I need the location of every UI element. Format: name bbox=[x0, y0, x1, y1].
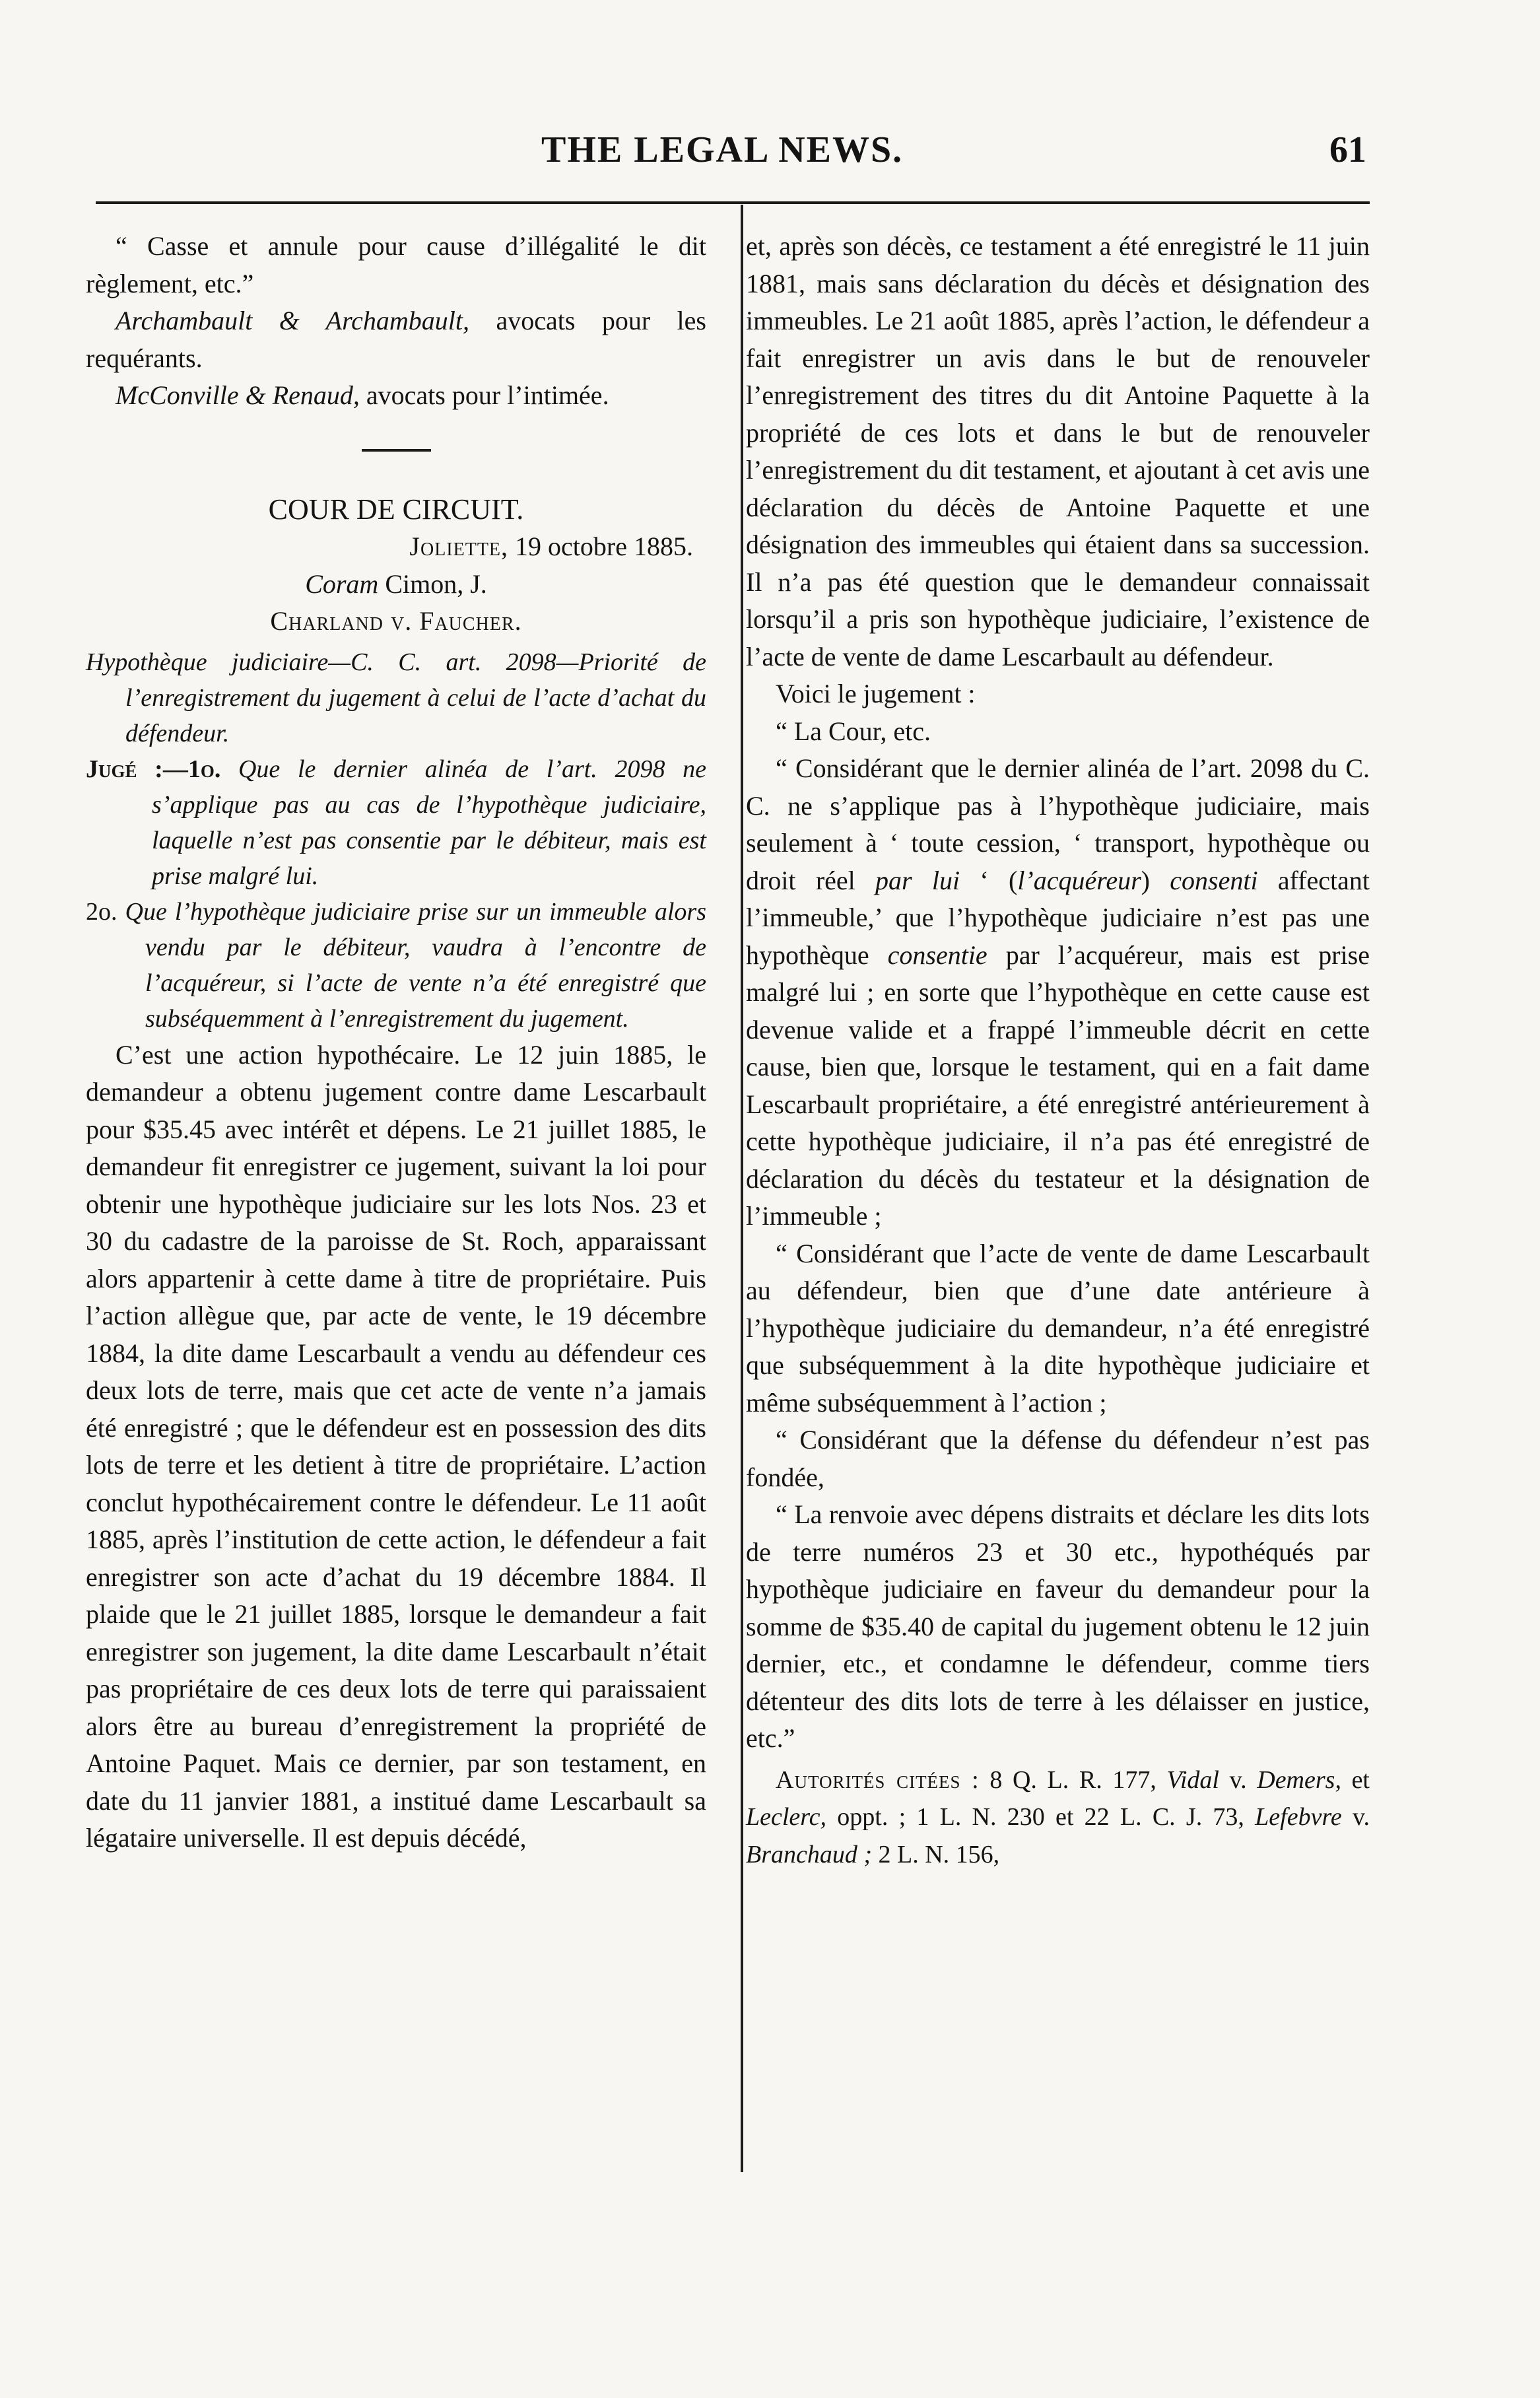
judge-name: Cimon, J. bbox=[378, 568, 487, 599]
judgment-intro: Voici le jugement : bbox=[776, 679, 976, 708]
case-facts: C’est une action hypothécaire. Le 12 juin 1885, le demandeur a obtenu jugement contre dame Lescarbault pour $35.45 avec intérêt et dépens. Le 21 juillet 1885, le demandeur fit enregistrer ce jugement, suivant la loi pour obtenir une hypothèque judiciaire sur les lots Nos. 23 et 30 du cadastre de la paroisse de St. Roch, apparaissant alors appartenir à cette dame à titre de propriétaire. Puis l’action allègue que, par acte de vente, le 19 décembre 1884, la dite dame Lescarbault a vendu au défendeur ces deux lots de terre, mais que cet acte de vente n’a jamais été enregistré ; que le défendeur est en possession des dits lots de terre et les detient à titre de propriétaire. L’action conclut hypothécairement contre le défendeur. Le 11 août 1885, après l’institution de cette action, le défendeur a fait enregistrer son acte d’achat du 19 décembre 1884. Il plaide que le 21 juillet 1885, lorsque le demandeur a fait enregistrer son jugement, la dite dame Lescarbault n’était pas propriétaire de ces deux lots de terre qui paraissaient alors être au bureau d’enregistrement la propriété de Antoine Paquet. Mais ce dernier, par son testament, en date du 11 janvier 1881, a institué dame Lescarbault sa légataire universelle. Il est depuis décédé, bbox=[86, 1039, 706, 1853]
text: 8 Q. L. R. 177, bbox=[979, 1765, 1167, 1794]
running-head bbox=[0, 129, 1386, 175]
place-date bbox=[86, 528, 706, 566]
holding-2 bbox=[86, 894, 706, 1037]
text: 2 L. N. 156, bbox=[872, 1840, 1000, 1868]
headnote: Hypothèque judiciaire—C. C. art. 2098—Priorité de l’enregistrement du jugement à celui de l’acte d’achat du défendeur. bbox=[86, 648, 706, 747]
text: par lui bbox=[875, 865, 960, 895]
holding-label: 2o. bbox=[86, 897, 117, 926]
place: Joliette, bbox=[409, 531, 509, 561]
authorities-label: Autorités citées : bbox=[776, 1765, 980, 1794]
counsel-name: Archambault & Archambault, bbox=[116, 306, 470, 335]
header-rule bbox=[96, 201, 1370, 204]
section-divider bbox=[362, 449, 431, 452]
text: l’acquéreur bbox=[1017, 865, 1141, 895]
counsel-role: avocats pour les requérants. bbox=[86, 306, 706, 373]
text: v. bbox=[1219, 1765, 1257, 1794]
counsel-role: avocats pour l’intimée. bbox=[359, 380, 609, 410]
holding-text: Que le dernier alinéa de l’art. 2098 ne s’applique pas au cas de l’hypothèque judiciaire, laquelle n’est pas consentie par le débiteur, mais est prise malgré lui. bbox=[152, 755, 706, 890]
text: ) bbox=[1141, 865, 1170, 895]
text: v. bbox=[1341, 1803, 1370, 1831]
text: Branchaud ; bbox=[746, 1840, 873, 1868]
text: Demers, bbox=[1257, 1765, 1341, 1794]
right-column bbox=[746, 228, 1370, 1873]
quoted-decision-end: “ Casse et annule pour cause d’illégalité le dit règlement, etc.” bbox=[86, 231, 706, 298]
journal-title: THE LEGAL NEWS. bbox=[541, 129, 904, 170]
text: ‘ ( bbox=[960, 865, 1018, 895]
text: consenti bbox=[1170, 865, 1258, 895]
court-heading: COUR DE CIRCUIT. bbox=[268, 493, 524, 526]
holding-text: Que l’hypothèque judiciaire prise sur un immeuble alors vendu par le débiteur, vaudra à l’encontre de l’acquéreur, si l’acte de vente n’a été enregistré que subséquemment à l’enregistrement du jugement. bbox=[117, 897, 706, 1033]
counsel-requerants bbox=[86, 302, 706, 377]
considerant-3: “ Considérant que la défense du défendeur n’est pas fondée, bbox=[746, 1425, 1370, 1492]
coram bbox=[86, 566, 706, 603]
text: affectant l’immeuble,’ que l’hypothèque judiciaire n’est pas une hypothèque bbox=[746, 865, 1370, 970]
counsel-name: McConville & Renaud, bbox=[116, 380, 360, 410]
authorities-cited bbox=[746, 1762, 1370, 1874]
text: oppt. ; 1 L. N. 230 et 22 L. C. J. 73, bbox=[826, 1803, 1255, 1831]
judgment-opening: “ La Cour, etc. bbox=[776, 716, 931, 746]
case-parties: Charland v. Faucher. bbox=[270, 606, 522, 636]
considerant-2: “ Considérant que l’acte de vente de dame Lescarbault au défendeur, bien que d’une date antérieure à l’hypothèque judiciaire du demandeur, n’a été enregistré que subséquemment à la dite hypothèque judiciaire et même subséquemment à l’action ; bbox=[746, 1238, 1370, 1418]
dispositif: “ La renvoie avec dépens distraits et déclare les dits lots de terre numéros 23 et 30 etc., hypothéqués par hypothèque judiciaire en faveur du demandeur pour la somme de $35.40 de capital du jugement obtenu le 12 juin dernier, etc., et condamne le défendeur, comme tiers détenteur des dits lots de terre à les délaisser en justice, etc.” bbox=[746, 1499, 1370, 1753]
text: “ Considérant que le dernier alinéa de l’art. 2098 du C. C. ne s’applique pas à l’hypothèque judiciaire, mais seulement à ‘ toute cession, ‘ transport, hypothèque ou droit réel bbox=[746, 753, 1370, 895]
text: par l’acquéreur, mais est prise malgré lui ; en sorte que l’hypothèque en cette cause est devenue valide et a frappé l’immeuble décrit en cette cause, bien que, lorsque le testament, qui en a fait dame Lescarbault propriétaire, a été enregistré antérieurement à cette hypothèque judiciaire, il n’a pas été enregistré de déclaration du décès du testateur et la désignation de l’immeuble ; bbox=[746, 940, 1370, 1231]
page-number: 61 bbox=[1329, 129, 1366, 170]
text: et bbox=[1341, 1765, 1370, 1794]
case-facts-continued: et, après son décès, ce testament a été enregistré le 11 juin 1881, mais sans déclaration du décès et désignation des immeubles. Le 21 août 1885, après l’action, le défendeur a fait enregistrer un avis dans le but de renouveler l’enregistrement des titres du dit Antoine Paquette à la propriété de ces lots et dans le but de renouveler l’enregistrement du dit testament, et ajoutant à cet avis une déclaration du décès de Antoine Paquette et une désignation des immeubles qui étaient dans sa succession. Il n’a pas été question que le demandeur connaissait lorsqu’il a pris son hypothèque judiciaire, l’existence de l’acte de vente de dame Lescarbault au défendeur. bbox=[746, 231, 1370, 671]
text: Lefebvre bbox=[1255, 1803, 1342, 1831]
column-divider bbox=[741, 205, 743, 2172]
text: consentie bbox=[887, 940, 988, 970]
counsel-intimee bbox=[86, 377, 706, 415]
considerant-1 bbox=[746, 750, 1370, 1235]
text: Leclerc, bbox=[746, 1803, 827, 1831]
coram-label: Coram bbox=[305, 568, 379, 599]
date: 19 octobre 1885. bbox=[508, 531, 693, 561]
holding-label: Jugé :—1o. bbox=[86, 755, 221, 783]
text: Vidal bbox=[1166, 1765, 1219, 1794]
holding-1 bbox=[86, 751, 706, 894]
left-column bbox=[86, 228, 706, 1857]
